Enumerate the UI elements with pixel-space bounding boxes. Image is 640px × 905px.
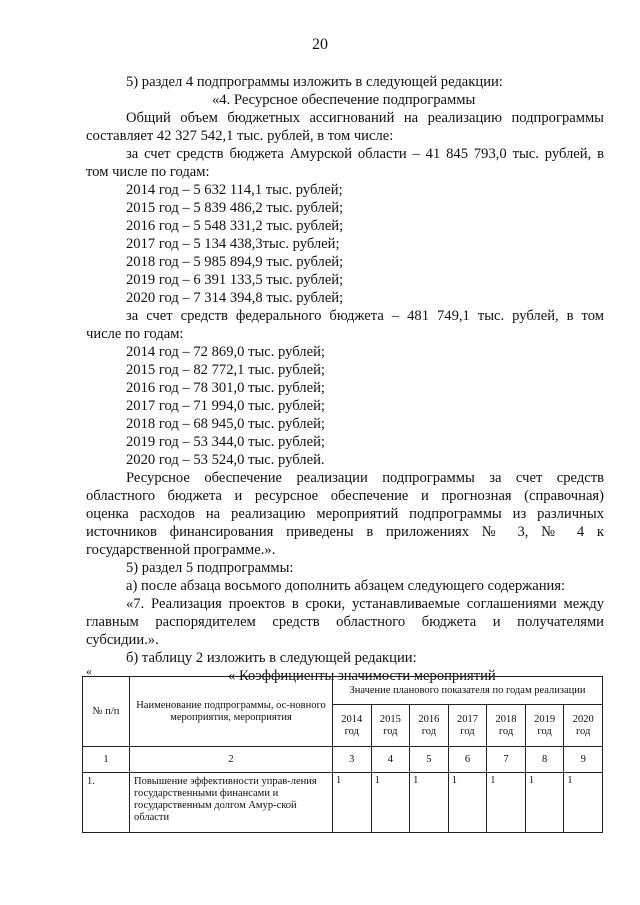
text-line: областного бюджета и ресурсное обеспечение и прогнозная (справочная) — [86, 488, 604, 504]
funding-line: 2014 год – 5 632 114,1 тыс. рублей; — [126, 182, 343, 198]
funding-line: 2019 год – 6 391 133,5 тыс. рублей; — [126, 272, 344, 288]
row-number: 1. — [83, 773, 130, 833]
text-line: 5) раздел 5 подпрограммы: — [126, 560, 294, 576]
text-line: за счет средств бюджета Амурской области – 41 845 793,0 тыс. рублей, в — [126, 146, 604, 162]
year-header: 2016 год — [410, 705, 449, 747]
page-number: 20 — [312, 36, 328, 53]
header-value: Значение планового показателя по годам реализации — [333, 677, 603, 705]
funding-line: 2019 год – 53 344,0 тыс. рублей; — [126, 434, 325, 450]
table-row — [83, 773, 603, 833]
row-value: 1 — [371, 773, 410, 833]
section-heading: «4. Ресурсное обеспечение подпрограммы — [212, 92, 476, 108]
year-header: 2015 год — [371, 705, 410, 747]
row-value: 1 — [448, 773, 487, 833]
column-number: 3 — [333, 747, 372, 773]
column-number: 7 — [487, 747, 526, 773]
year-header: 2014 год — [333, 705, 372, 747]
text-line: 5) раздел 4 подпрограммы изложить в следующей редакции: — [126, 74, 503, 90]
row-name: Повышение эффективности управ-ления государственными финансами и государственным долгом Амур-ской области — [130, 773, 333, 833]
funding-line: 2017 год – 5 134 438,3тыс. рублей; — [126, 236, 340, 252]
column-number: 6 — [448, 747, 487, 773]
funding-line: 2018 год – 5 985 894,9 тыс. рублей; — [126, 254, 344, 270]
funding-line: 2015 год – 82 772,1 тыс. рублей; — [126, 362, 325, 378]
header-number: № п/п — [83, 677, 130, 747]
row-value: 1 — [487, 773, 526, 833]
column-number: 5 — [410, 747, 449, 773]
row-value: 1 — [410, 773, 449, 833]
text-line: за счет средств федерального бюджета – 481 749,1 тыс. рублей, в том — [126, 308, 604, 324]
funding-line: 2017 год – 71 994,0 тыс. рублей; — [126, 398, 325, 414]
text-line: том числе по годам: — [86, 164, 210, 180]
year-header: 2020 год — [564, 705, 603, 747]
table-title: « Коэффициенты значимости мероприятий — [228, 668, 496, 684]
text-line: «7. Реализация проектов в сроки, устанавливаемые соглашениями между — [126, 596, 604, 612]
funding-line: 2016 год – 5 548 331,2 тыс. рублей; — [126, 218, 344, 234]
funding-line: 2018 год – 68 945,0 тыс. рублей; — [126, 416, 325, 432]
text-line: Общий объем бюджетных ассигнований на реализацию подпрограммы — [126, 110, 604, 126]
column-number: 9 — [564, 747, 603, 773]
text-line: б) таблицу 2 изложить в следующей редакции: — [126, 650, 417, 666]
funding-line: 2014 год – 72 869,0 тыс. рублей; — [126, 344, 325, 360]
header-name: Наименование подпрограммы, ос-новного мероприятия, мероприятия — [130, 677, 333, 747]
text-line: источников финансирования приведены в приложениях № 3, № 4 к — [86, 524, 604, 540]
text-line: главным распорядителем средств областного бюджета и получателями — [86, 614, 604, 630]
row-value: 1 — [333, 773, 372, 833]
funding-line: 2020 год – 7 314 394,8 тыс. рублей; — [126, 290, 344, 306]
row-value: 1 — [564, 773, 603, 833]
coefficients-table — [82, 676, 603, 833]
column-number: 1 — [83, 747, 130, 773]
text-line: государственной программе.». — [86, 542, 276, 558]
text-line: оценка расходов на реализацию мероприятий подпрограммы из различных — [86, 506, 604, 522]
funding-line: 2015 год – 5 839 486,2 тыс. рублей; — [126, 200, 344, 216]
column-number: 2 — [130, 747, 333, 773]
opening-quote: « — [86, 664, 92, 678]
year-header: 2018 год — [487, 705, 526, 747]
text-line: а) после абзаца восьмого дополнить абзацем следующего содержания: — [126, 578, 566, 594]
funding-line: 2020 год – 53 524,0 тыс. рублей. — [126, 452, 325, 468]
text-line: Ресурсное обеспечение реализации подпрограммы за счет средств — [126, 470, 604, 486]
funding-line: 2016 год – 78 301,0 тыс. рублей; — [126, 380, 325, 396]
text-line: числе по годам: — [86, 326, 184, 342]
text-line: субсидии.». — [86, 632, 159, 648]
year-header: 2019 год — [525, 705, 564, 747]
column-number: 8 — [525, 747, 564, 773]
year-header: 2017 год — [448, 705, 487, 747]
text-line: составляет 42 327 542,1 тыс. рублей, в том числе: — [86, 128, 394, 144]
row-value: 1 — [525, 773, 564, 833]
column-number: 4 — [371, 747, 410, 773]
